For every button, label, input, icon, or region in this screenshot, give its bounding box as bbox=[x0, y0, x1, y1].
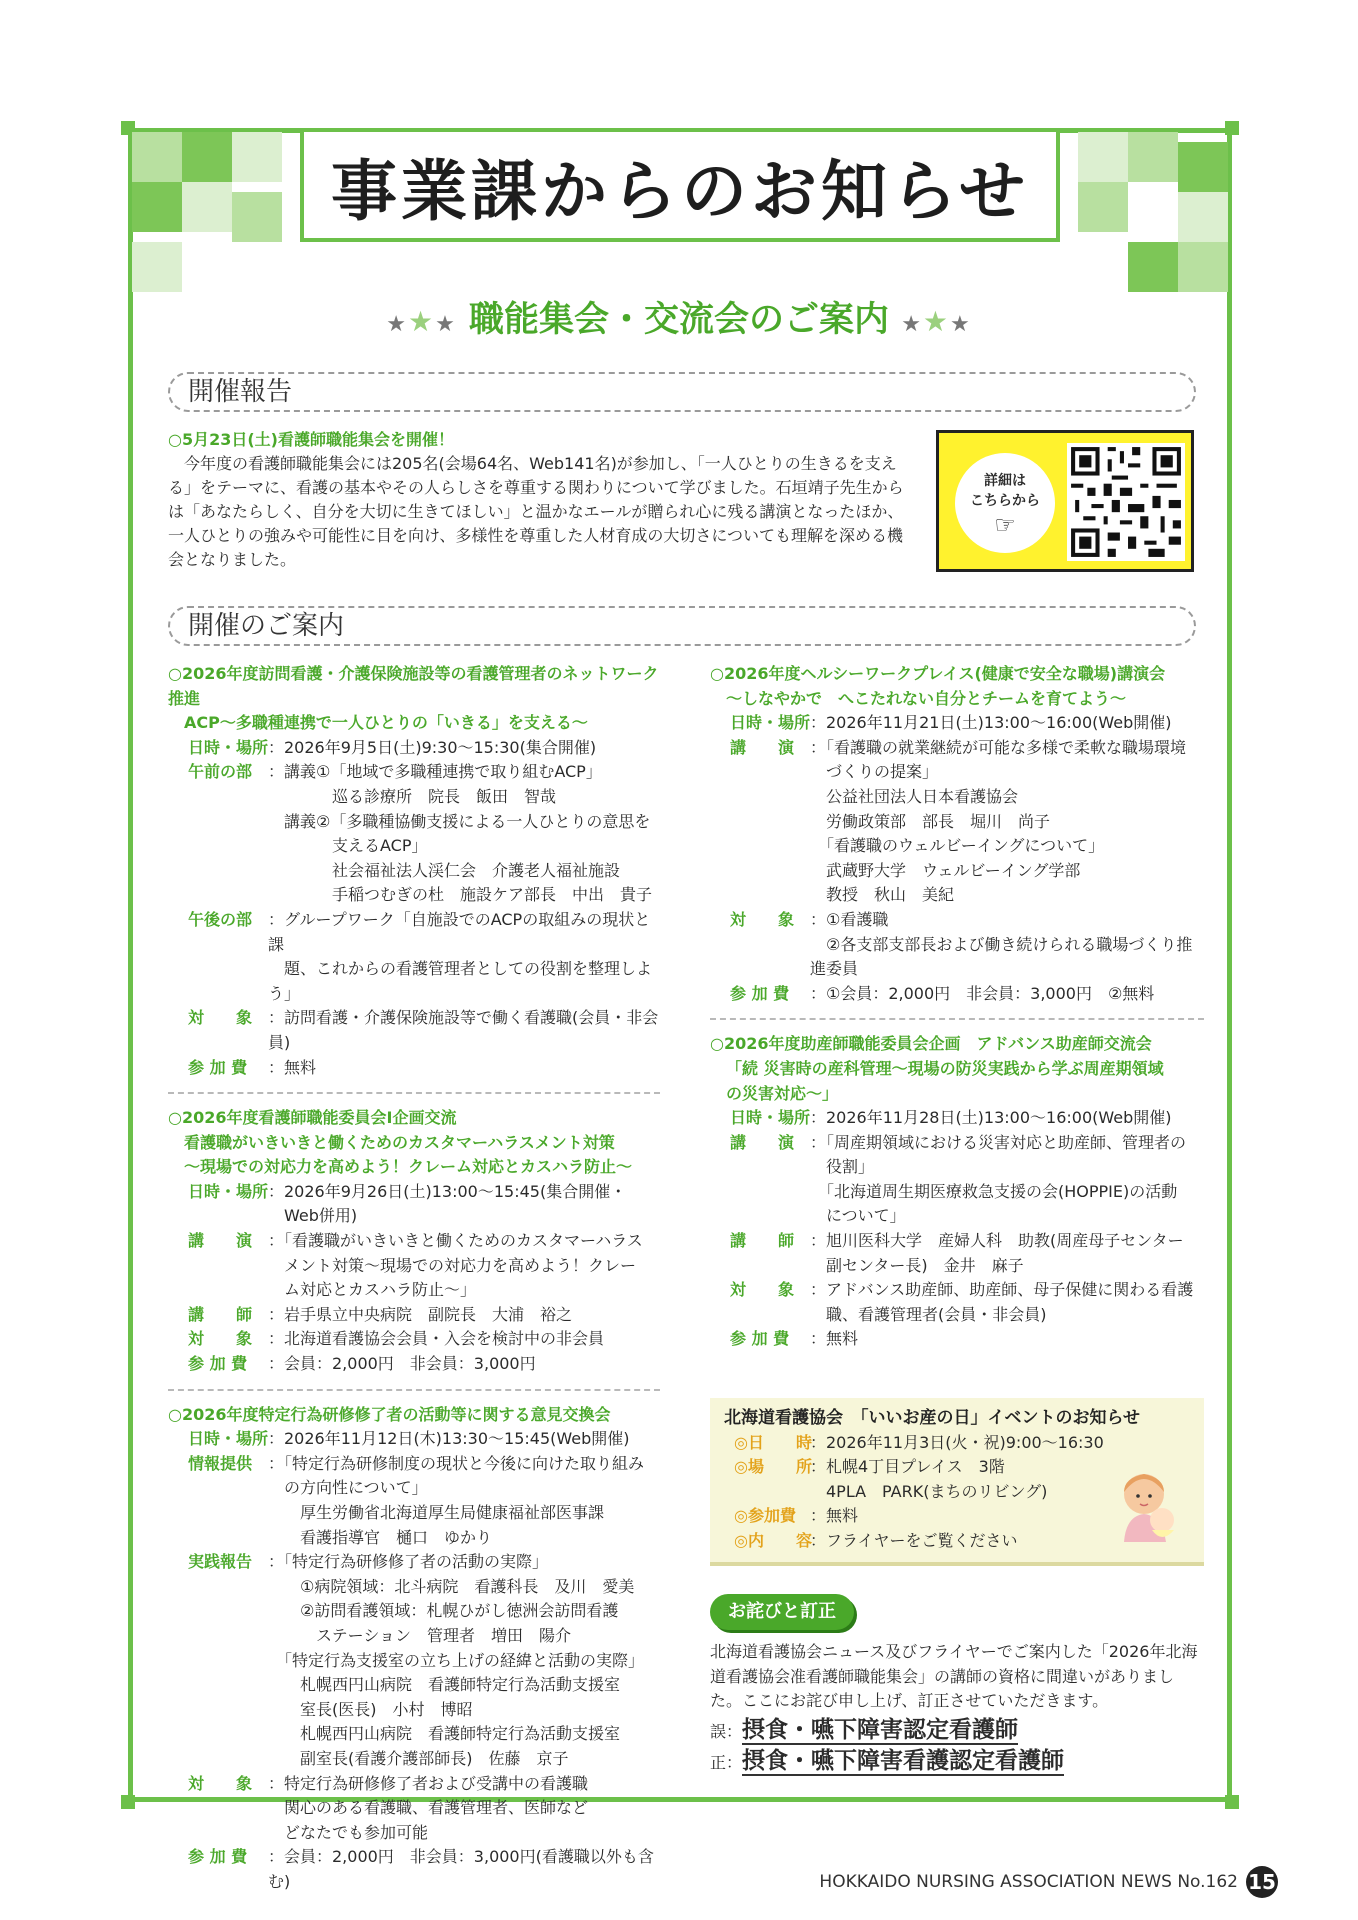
event-title-line: 〜現場での対応力を高めよう！クレーム対応とカスハラ防止〜 bbox=[184, 1157, 633, 1177]
detail-value: ：2026年9月26日(土)13:00〜15:45(集合開催・ bbox=[268, 1181, 627, 1201]
detail-value: ：講義①「地域で多職種連携で取り組むACP」 bbox=[268, 762, 602, 782]
detail-value: 副室長(看護介護部師長) 佐藤 京子 bbox=[268, 1748, 569, 1768]
detail-value: ①病院領域：北斗病院 看護科長 及川 愛美 bbox=[268, 1576, 635, 1596]
qr-label-line1: 詳細は bbox=[984, 473, 1026, 489]
event-detail-row bbox=[710, 736, 1204, 761]
event-title bbox=[710, 1032, 1204, 1106]
event-detail-row bbox=[168, 1501, 660, 1526]
event-notice-box bbox=[710, 1398, 1204, 1566]
detail-value: ：特定行為研修修了者および受講中の看護職 bbox=[268, 1773, 589, 1793]
event-detail-row bbox=[710, 1278, 1204, 1303]
notice-row bbox=[724, 1431, 1190, 1456]
notice-label: ◎内 容 bbox=[734, 1531, 812, 1550]
detail-label: 実践報告 bbox=[188, 1552, 253, 1572]
detail-value: ：「看護職の就業継続が可能な多様で柔軟な職場環境 bbox=[810, 737, 1187, 757]
detail-value: ：アドバンス助産師、助産師、母子保健に関わる看護 bbox=[810, 1280, 1194, 1300]
event-detail-row bbox=[168, 1526, 660, 1551]
event-detail-row bbox=[710, 1131, 1204, 1156]
event-detail-row bbox=[168, 859, 660, 884]
event-detail-row bbox=[168, 1254, 660, 1279]
detail-label bbox=[710, 810, 810, 835]
report-section-header: 開催報告 bbox=[168, 372, 1196, 412]
event-title-line: 〜しなやかで へこたれない自分とチームを育てよう〜 bbox=[726, 688, 1127, 708]
detail-label bbox=[710, 1204, 810, 1229]
detail-value: ステーション 管理者 増田 陽介 bbox=[268, 1625, 572, 1645]
event-block bbox=[710, 1032, 1204, 1352]
detail-label: 対 象 bbox=[188, 1008, 253, 1028]
right-prefix: 正： bbox=[710, 1752, 743, 1772]
detail-label bbox=[168, 1599, 268, 1624]
detail-label bbox=[168, 1204, 268, 1229]
event-detail-row bbox=[710, 1254, 1204, 1279]
detail-value: ：「看護職がいきいきと働くためのカスタマーハラス bbox=[268, 1231, 643, 1251]
detail-label: 日時・場所 bbox=[188, 1181, 269, 1201]
notice-value: ：フライヤーをご覧ください bbox=[810, 1531, 1018, 1550]
wrong-prefix: 誤： bbox=[710, 1721, 743, 1741]
event-detail-row bbox=[168, 1452, 660, 1477]
detail-value: 「特定行為支援室の立ち上げの経緯と活動の実際」 bbox=[268, 1650, 645, 1670]
page-number: 15 bbox=[1246, 1866, 1278, 1898]
detail-value: について」 bbox=[810, 1206, 906, 1226]
event-detail-row bbox=[168, 1649, 660, 1674]
detail-value: 室長(医長) 小村 博昭 bbox=[268, 1699, 473, 1719]
detail-label bbox=[168, 1575, 268, 1600]
event-detail-row bbox=[168, 1599, 660, 1624]
detail-label bbox=[168, 810, 268, 835]
detail-label bbox=[168, 883, 268, 908]
event-title bbox=[168, 1403, 660, 1428]
correction-right bbox=[710, 1749, 1204, 1776]
notice-title: 北海道看護協会 「いいお産の日」イベントのお知らせ bbox=[724, 1408, 1140, 1429]
notice-label: ◎場 所 bbox=[734, 1457, 812, 1477]
event-title-line: 看護職がいきいきと働くためのカスタマーハラスメント対策 bbox=[184, 1132, 615, 1152]
detail-value: ：グループワーク「自施設でのACPの取組みの現状と課 bbox=[268, 909, 651, 954]
event-detail-row bbox=[168, 1204, 660, 1229]
event-detail-row bbox=[710, 1327, 1204, 1352]
detail-label: 午後の部 bbox=[188, 909, 253, 929]
event-detail-row bbox=[168, 1845, 660, 1894]
detail-label bbox=[168, 1796, 268, 1821]
event-detail-row bbox=[710, 982, 1204, 1007]
qr-label-line2: こちらから bbox=[970, 493, 1040, 509]
detail-value: 講義②「多職種協働支援による一人ひとりの意思を bbox=[268, 811, 651, 831]
event-detail-row bbox=[168, 1747, 660, 1772]
event-detail-row bbox=[710, 1155, 1204, 1180]
notice-value: ：無料 bbox=[810, 1506, 859, 1526]
event-detail-row bbox=[710, 1229, 1204, 1254]
event-block bbox=[168, 1403, 660, 1895]
detail-value: 公益社団法人日本看護協会 bbox=[810, 786, 1019, 806]
detail-label bbox=[168, 957, 268, 1006]
detail-label: 講 演 bbox=[188, 1231, 253, 1251]
event-detail-row bbox=[710, 908, 1204, 933]
detail-value: 題、これからの看護管理者としての役割を整理しよう」 bbox=[268, 959, 653, 1003]
detail-label: 日時・場所 bbox=[188, 1429, 269, 1449]
notice-value: 4PLA PARK(まちのリビング) bbox=[810, 1481, 1048, 1501]
stars-icon: ★★★ bbox=[386, 304, 457, 338]
detail-value: 札幌西円山病院 看護師特定行為活動支援室 bbox=[268, 1724, 621, 1744]
footer bbox=[819, 1866, 1278, 1898]
detail-label bbox=[710, 760, 810, 785]
detail-label: 対 象 bbox=[188, 1329, 253, 1349]
detail-label: 午前の部 bbox=[188, 762, 253, 782]
detail-label bbox=[168, 1821, 268, 1846]
detail-label bbox=[710, 1180, 810, 1205]
notice-label bbox=[724, 1480, 810, 1505]
event-title-line: ○2026年度訪問看護・介護保険施設等の看護管理者のネットワーク推進 bbox=[168, 664, 659, 708]
detail-label bbox=[168, 1673, 268, 1698]
event-separator bbox=[168, 1389, 660, 1391]
detail-label bbox=[168, 1722, 268, 1747]
detail-value: ：①看護職 bbox=[810, 909, 889, 929]
detail-value: ：旭川医科大学 産婦人科 助教(周産母子センター bbox=[810, 1231, 1184, 1251]
event-detail-row bbox=[710, 859, 1204, 884]
detail-label bbox=[168, 1526, 268, 1551]
event-detail-row bbox=[710, 1204, 1204, 1229]
event-block bbox=[168, 662, 660, 1080]
detail-label: 参 加 費 bbox=[730, 1329, 790, 1349]
detail-value: 厚生労働省北海道厚生局健康福祉部医事課 bbox=[268, 1503, 605, 1522]
report-headline: ○5月23日(土)看護師職能集会を開催！ bbox=[168, 430, 454, 449]
detail-value: ：2026年11月28日(土)13:00〜16:00(Web開催) bbox=[810, 1108, 1172, 1128]
detail-value: 職、看護管理者(会員・非会員) bbox=[810, 1304, 1047, 1324]
event-detail-row bbox=[168, 1772, 660, 1797]
detail-value: ：会員：2,000円 非会員：3,000円(看護職以外も含む) bbox=[268, 1847, 654, 1891]
detail-label bbox=[168, 1698, 268, 1723]
detail-label bbox=[168, 1624, 268, 1649]
detail-label bbox=[710, 883, 810, 908]
event-detail-row bbox=[168, 1056, 660, 1081]
qr-code-icon[interactable] bbox=[1067, 443, 1185, 561]
report-block bbox=[168, 428, 908, 572]
detail-label bbox=[168, 1501, 268, 1526]
detail-label bbox=[168, 1254, 268, 1279]
detail-label bbox=[710, 1155, 810, 1180]
event-title bbox=[168, 1106, 660, 1180]
detail-label bbox=[710, 834, 810, 859]
event-detail-row bbox=[168, 1352, 660, 1377]
detail-value: ：「特定行為研修制度の現状と今後に向けた取り組み bbox=[268, 1453, 645, 1473]
event-detail-row bbox=[168, 1575, 660, 1600]
detail-label: 講 演 bbox=[730, 737, 795, 757]
frame-corner bbox=[1225, 1795, 1239, 1809]
section-subtitle: 職能集会・交流会のご案内 bbox=[468, 300, 889, 340]
detail-label bbox=[710, 785, 810, 810]
wrong-text: 摂食・嚥下障害認定看護師 bbox=[742, 1716, 1019, 1743]
detail-value: 役割」 bbox=[810, 1157, 875, 1177]
event-detail-row bbox=[168, 1229, 660, 1254]
detail-label: 情報提供 bbox=[188, 1453, 253, 1473]
event-title-line: の災害対応〜」 bbox=[726, 1083, 839, 1103]
event-detail-row bbox=[710, 834, 1204, 859]
frame-corner bbox=[121, 1795, 135, 1809]
event-title-line: ○2026年度看護師職能委員会Ⅰ企画交流 bbox=[168, 1108, 457, 1128]
event-detail-row bbox=[168, 883, 660, 908]
detail-label: 対 象 bbox=[188, 1773, 253, 1793]
event-detail-row bbox=[168, 1796, 660, 1821]
detail-label bbox=[168, 785, 268, 810]
detail-value: ：北海道看護協会会員・入会を検討中の非会員 bbox=[268, 1329, 605, 1349]
detail-label bbox=[710, 1254, 810, 1279]
event-detail-row bbox=[168, 1278, 660, 1303]
detail-value: ：「特定行為研修修了者の活動の実際」 bbox=[268, 1552, 549, 1572]
detail-value: ：2026年9月5日(土)9:30〜15:30(集合開催) bbox=[268, 737, 597, 757]
apology-badge: お詫びと訂正 bbox=[710, 1594, 854, 1631]
detail-value: ：会員：2,000円 非会員：3,000円 bbox=[268, 1354, 536, 1374]
detail-value: 関心のある看護職、看護管理者、医師など bbox=[268, 1798, 589, 1818]
qr-label bbox=[955, 453, 1055, 553]
detail-value: 手稲つむぎの杜 施設ケア部長 中出 貴子 bbox=[268, 885, 653, 905]
event-detail-row bbox=[710, 810, 1204, 835]
detail-value: ：無料 bbox=[268, 1057, 317, 1077]
event-detail-row bbox=[710, 1106, 1204, 1131]
section-subtitle-row bbox=[0, 292, 1358, 342]
event-detail-row bbox=[168, 1550, 660, 1575]
pointing-hand-icon: ☞ bbox=[994, 511, 1016, 539]
detail-value: 支えるACP」 bbox=[268, 836, 428, 856]
event-separator bbox=[710, 1018, 1204, 1020]
detail-value: 武蔵野大学 ウェルビーイング学部 bbox=[810, 860, 1081, 880]
event-detail-row bbox=[168, 760, 660, 785]
event-title-line: ○2026年度ヘルシーワークプレイス(健康で安全な職場)講演会 bbox=[710, 664, 1166, 683]
report-body: 今年度の看護師職能集会には205名(会場64名、Web141名)が参加し、「一人ひとりの生きるを支える」をテーマに、看護の基本やその人らしさを尊重する関わりについて学びました。石垣靖子先生からは「あなたらしく、自分を大切に生きてほしい」と温かなエールが贈られ心に残る講演となったほか、一人ひとりの強みや可能性に目を向け、多様性を尊重した人材育成の大切さについても理解を深める機会となりました。 bbox=[168, 454, 904, 569]
right-event-column bbox=[710, 662, 1204, 1775]
detail-label bbox=[168, 859, 268, 884]
event-detail-row bbox=[168, 1624, 660, 1649]
event-title-line: ○2026年度特定行為研修修了者の活動等に関する意見交換会 bbox=[168, 1404, 611, 1424]
detail-value: の方向性について」 bbox=[268, 1478, 428, 1498]
detail-value: ②各支部支部長および働き続けられる職場づくり推進委員 bbox=[810, 934, 1193, 979]
detail-value: ：2026年11月12日(木)13:30〜15:45(Web開催) bbox=[268, 1429, 630, 1449]
page-title: 事業課からのお知らせ bbox=[330, 152, 1030, 230]
event-detail-row bbox=[168, 1327, 660, 1352]
event-detail-row bbox=[710, 760, 1204, 785]
detail-label: 日時・場所 bbox=[730, 1108, 811, 1128]
detail-label: 参 加 費 bbox=[730, 983, 790, 1003]
event-detail-row bbox=[168, 908, 660, 957]
mother-baby-illustration bbox=[1110, 1464, 1190, 1544]
apology-body: 北海道看護協会ニュース及びフライヤーでご案内した「2026年北海道看護協会准看護師職能集会」の講師の資格に間違いがありました。ここにお詫び申し上げ、訂正させていただきます。 bbox=[710, 1642, 1198, 1711]
detail-value: ②訪問看護領域：札幌ひがし徳洲会訪問看護 bbox=[268, 1601, 619, 1621]
detail-value: メント対策〜現場での対応力を高めよう！クレー bbox=[268, 1255, 637, 1275]
detail-label: 参 加 費 bbox=[188, 1354, 248, 1374]
event-block bbox=[710, 662, 1204, 1006]
stars-icon: ★★★ bbox=[901, 304, 972, 338]
detail-value: ：「周産期領域における災害対応と助産師、管理者の bbox=[810, 1132, 1187, 1152]
event-detail-row bbox=[168, 1821, 660, 1846]
detail-label bbox=[168, 1649, 268, 1674]
event-detail-row bbox=[710, 883, 1204, 908]
detail-value: 社会福祉法人渓仁会 介護老人福祉施設 bbox=[268, 860, 621, 880]
detail-value: 巡る診療所 院長 飯田 智哉 bbox=[268, 786, 557, 806]
detail-value: どなたでも参加可能 bbox=[268, 1822, 429, 1842]
detail-value: ：①会員：2,000円 非会員：3,000円 ②無料 bbox=[810, 983, 1155, 1003]
detail-value: ム対応とカスハラ防止〜」 bbox=[268, 1280, 477, 1300]
detail-value: 副センター長) 金井 麻子 bbox=[810, 1255, 1024, 1275]
right-text: 摂食・嚥下障害看護認定看護師 bbox=[742, 1747, 1065, 1774]
notice-value: ：2026年11月3日(火・祝)9:00〜16:30 bbox=[810, 1432, 1104, 1452]
qr-box[interactable] bbox=[936, 430, 1194, 572]
event-detail-row bbox=[168, 1673, 660, 1698]
event-detail-row bbox=[710, 785, 1204, 810]
event-block bbox=[168, 1106, 660, 1377]
correction-wrong bbox=[710, 1718, 1204, 1745]
detail-label: 日時・場所 bbox=[730, 713, 811, 733]
detail-label bbox=[168, 1476, 268, 1501]
detail-label bbox=[710, 1303, 810, 1328]
event-detail-row bbox=[168, 736, 660, 761]
detail-value: ：岩手県立中央病院 副院長 大浦 裕之 bbox=[268, 1304, 573, 1324]
detail-label bbox=[168, 1278, 268, 1303]
detail-value: づくりの提案」 bbox=[810, 762, 939, 782]
event-title bbox=[710, 662, 1204, 711]
detail-label: 講 師 bbox=[730, 1231, 795, 1251]
event-title bbox=[168, 662, 660, 736]
event-detail-row bbox=[710, 933, 1204, 982]
detail-value: 看護指導官 樋口 ゆかり bbox=[268, 1527, 493, 1547]
event-title-line: ACP〜多職種連携で一人ひとりの「いきる」を支える〜 bbox=[184, 713, 588, 733]
event-detail-row bbox=[168, 957, 660, 1006]
frame-corner bbox=[1225, 121, 1239, 135]
event-detail-row bbox=[168, 1303, 660, 1328]
guide-section-header: 開催のご案内 bbox=[168, 606, 1196, 646]
detail-value: 札幌西円山病院 看護師特定行為活動支援室 bbox=[268, 1675, 621, 1695]
event-detail-row bbox=[168, 1180, 660, 1205]
detail-label: 参 加 費 bbox=[188, 1057, 248, 1077]
event-detail-row bbox=[168, 1476, 660, 1501]
detail-value: 教授 秋山 美紀 bbox=[810, 885, 955, 905]
detail-label: 参 加 費 bbox=[188, 1847, 248, 1867]
detail-value: ：2026年11月21日(土)13:00〜16:00(Web開催) bbox=[810, 713, 1172, 733]
title-box bbox=[300, 132, 1060, 242]
event-title-line: 「続 災害時の産科管理〜現場の防災実践から学ぶ周産期領域 bbox=[726, 1058, 1164, 1078]
event-detail-row bbox=[168, 834, 660, 859]
notice-label: ◎参加費 bbox=[734, 1506, 796, 1526]
event-detail-row bbox=[168, 1006, 660, 1055]
detail-value: ：訪問看護・介護保険施設等で働く看護職(会員・非会員) bbox=[268, 1008, 659, 1052]
event-detail-row bbox=[710, 1180, 1204, 1205]
detail-value: 「看護職のウェルビーイングについて」 bbox=[810, 836, 1105, 856]
footer-text: HOKKAIDO NURSING ASSOCIATION NEWS No.162 bbox=[819, 1872, 1238, 1892]
detail-label: 日時・場所 bbox=[188, 737, 269, 757]
event-detail-row bbox=[168, 1722, 660, 1747]
detail-value: ：無料 bbox=[810, 1329, 859, 1349]
event-title-line: ○2026年度助産師職能委員会企画 アドバンス助産師交流会 bbox=[710, 1034, 1152, 1054]
event-separator bbox=[168, 1092, 660, 1094]
detail-label bbox=[168, 834, 268, 859]
event-detail-row bbox=[168, 1698, 660, 1723]
detail-label: 講 師 bbox=[188, 1304, 253, 1324]
left-event-column bbox=[168, 662, 660, 1901]
right-events bbox=[710, 662, 1204, 1352]
detail-label: 講 演 bbox=[730, 1132, 795, 1152]
detail-value: 「北海道周生期医療救急支援の会(HOPPIE)の活動 bbox=[810, 1181, 1178, 1201]
detail-label bbox=[710, 859, 810, 884]
detail-label bbox=[710, 933, 810, 982]
detail-label: 対 象 bbox=[730, 1280, 795, 1300]
event-detail-row bbox=[710, 711, 1204, 736]
detail-value: Web併用) bbox=[268, 1206, 358, 1226]
detail-label bbox=[168, 1747, 268, 1772]
detail-value: 労働政策部 部長 堀川 尚子 bbox=[810, 811, 1051, 831]
event-detail-row bbox=[710, 1303, 1204, 1328]
event-detail-row bbox=[168, 1427, 660, 1452]
event-detail-row bbox=[168, 810, 660, 835]
notice-value: ：札幌4丁目プレイス 3階 bbox=[810, 1457, 1005, 1477]
detail-label: 対 象 bbox=[730, 909, 795, 929]
event-detail-row bbox=[168, 785, 660, 810]
notice-label: ◎日 時 bbox=[734, 1432, 812, 1452]
